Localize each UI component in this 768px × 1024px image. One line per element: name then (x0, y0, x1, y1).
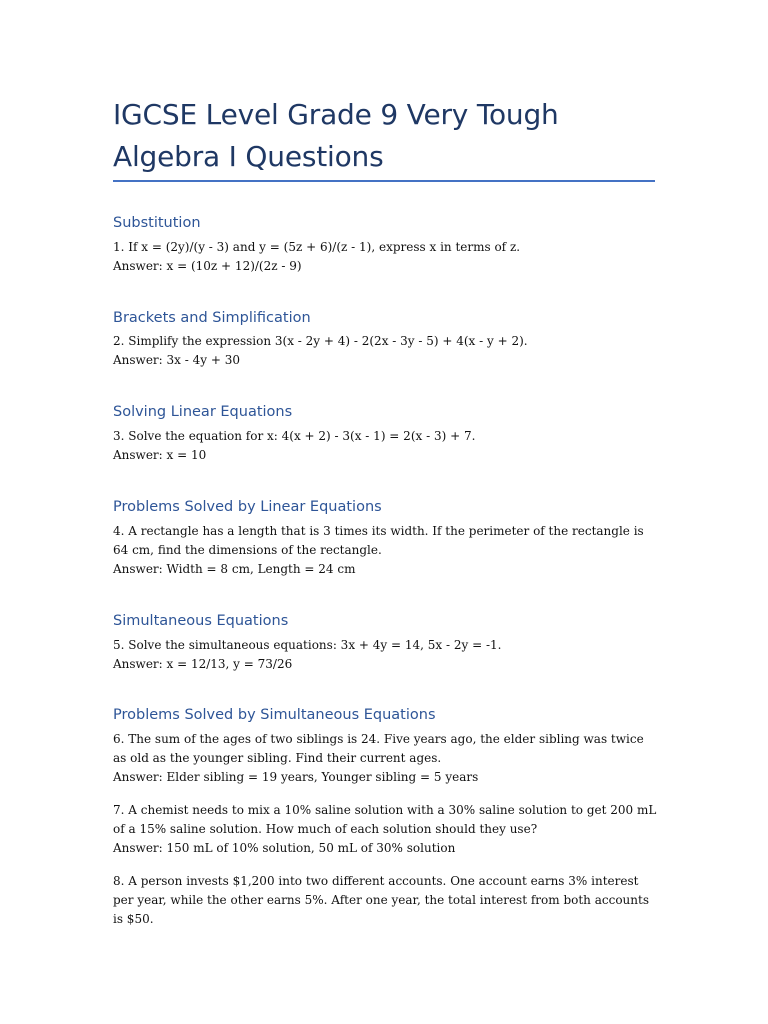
section-heading-linear-problems: Problems Solved by Linear Equations (113, 499, 382, 515)
question-3 (113, 427, 658, 465)
question-6-text: 6. The sum of the ages of two siblings is 24. Five years ago, the elder sibling was twice as old as the younger sibling. Find their current ages. (113, 732, 644, 765)
section-heading-brackets: Brackets and Simplification (113, 310, 311, 326)
section-heading-substitution: Substitution (113, 215, 201, 231)
section-heading-linear-equations: Solving Linear Equations (113, 404, 293, 420)
question-1-answer: Answer: x = (10z + 12)/(2z - 9) (113, 259, 302, 273)
question-4 (113, 522, 658, 579)
question-2-answer: Answer: 3x - 4y + 30 (113, 353, 240, 367)
title-divider (113, 180, 655, 182)
question-7-text: 7. A chemist needs to mix a 10% saline solution with a 30% saline solution to get 200 mL of a 15% saline solution. How much of each solution should they use? (113, 803, 657, 836)
question-1-text: 1. If x = (2y)/(y - 3) and y = (5z + 6)/(z - 1), express x in terms of z. (113, 240, 521, 254)
section-heading-simultaneous: Simultaneous Equations (113, 613, 289, 629)
question-3-text: 3. Solve the equation for x: 4(x + 2) - 3(x - 1) = 2(x - 3) + 7. (113, 429, 476, 443)
question-2 (113, 332, 658, 370)
page-title: IGCSE Level Grade 9 Very Tough Algebra I Questions (113, 98, 559, 173)
question-8 (113, 872, 658, 929)
question-7 (113, 801, 658, 858)
question-6-answer: Answer: Elder sibling = 19 years, Younger sibling = 5 years (113, 770, 479, 784)
question-8-text: 8. A person invests $1,200 into two different accounts. One account earns 3% interest per year, while the other earns 5%. After one year, the total interest from both accounts is $50. (113, 874, 649, 926)
question-4-text: 4. A rectangle has a length that is 3 times its width. If the perimeter of the rectangle is 64 cm, find the dimensions of the rectangle. (113, 524, 644, 557)
question-6 (113, 730, 658, 787)
question-4-answer: Answer: Width = 8 cm, Length = 24 cm (113, 562, 356, 576)
question-5 (113, 636, 658, 674)
section-heading-simultaneous-problems: Problems Solved by Simultaneous Equations (113, 707, 436, 723)
question-7-answer: Answer: 150 mL of 10% solution, 50 mL of 30% solution (113, 841, 456, 855)
question-5-answer: Answer: x = 12/13, y = 73/26 (113, 657, 293, 671)
question-5-text: 5. Solve the simultaneous equations: 3x + 4y = 14, 5x - 2y = -1. (113, 638, 502, 652)
question-2-text: 2. Simplify the expression 3(x - 2y + 4) - 2(2x - 3y - 5) + 4(x - y + 2). (113, 334, 528, 348)
question-3-answer: Answer: x = 10 (113, 448, 207, 462)
question-1 (113, 238, 658, 276)
